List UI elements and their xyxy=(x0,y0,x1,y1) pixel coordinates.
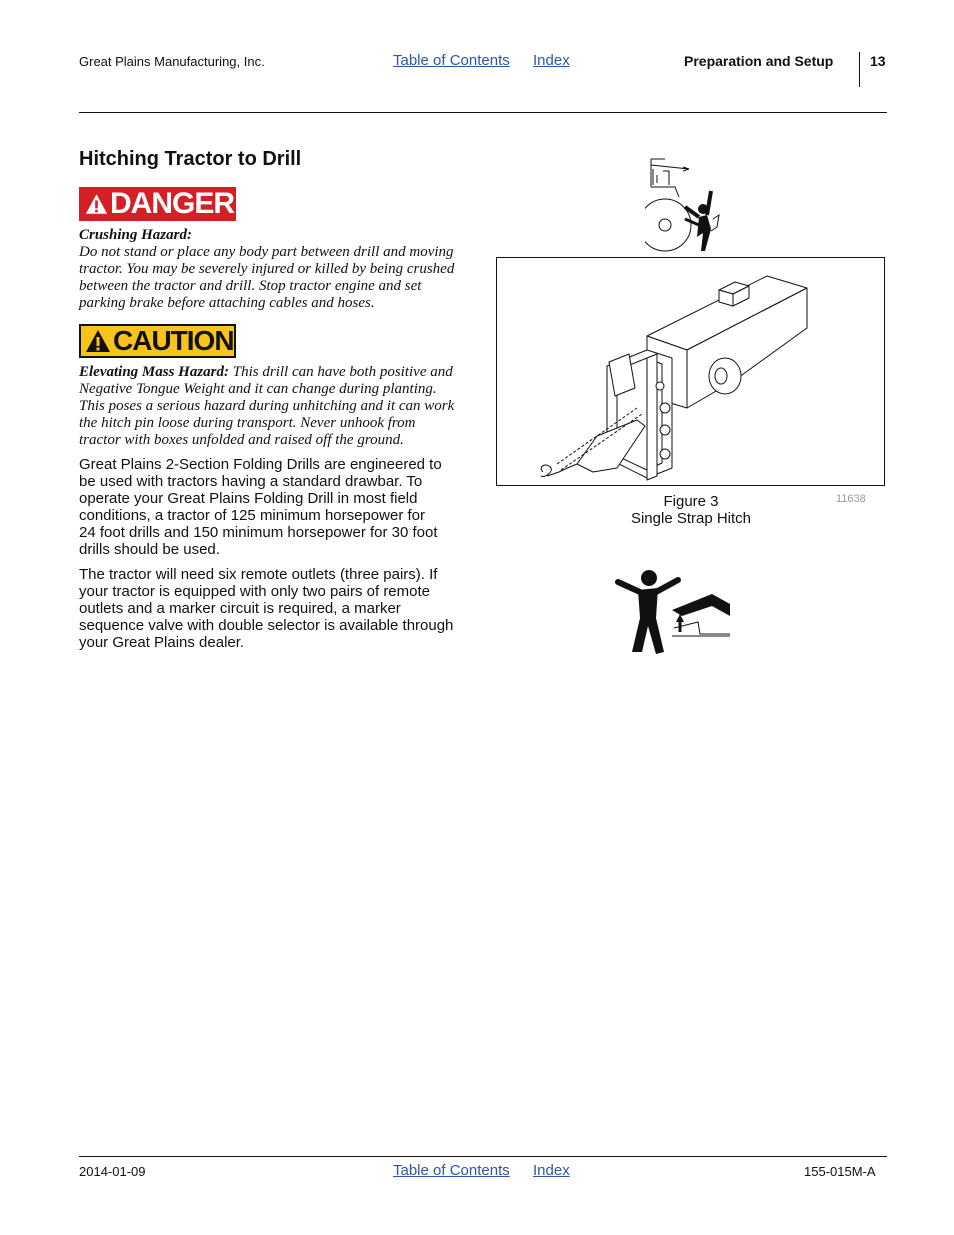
caution-hazard-title: Elevating Mass Hazard: xyxy=(79,364,230,380)
paragraph-line: outlets and a marker circuit is required, a marker xyxy=(79,600,401,617)
figure-frame xyxy=(496,257,885,486)
header-company: Great Plains Manufacturing, Inc. xyxy=(79,54,265,69)
danger-hazard-title: Crushing Hazard: xyxy=(79,227,192,243)
elevating-mass-pictogram xyxy=(612,566,732,656)
paragraph-line: 24 foot drills and 150 minimum horsepower for 30 foot xyxy=(79,524,438,541)
footer-doc-number: 155-015M-A xyxy=(804,1164,876,1179)
figure-caption: Single Strap Hitch xyxy=(630,510,752,527)
paragraph-line: sequence valve with double selector is available through xyxy=(79,617,454,634)
paragraph-remote-outlets xyxy=(79,566,479,651)
figure-image-id: 11638 xyxy=(836,493,866,505)
paragraph-tractor-requirements xyxy=(79,456,479,558)
paragraph-line: The tractor will need six remote outlets (three pairs). If xyxy=(79,566,438,583)
paragraph-line: operate your Great Plains Folding Drill in most field xyxy=(79,490,418,507)
caution-label: CAUTION xyxy=(113,325,234,356)
danger-badge xyxy=(79,187,236,221)
caution-text xyxy=(79,364,479,449)
section-title: Hitching Tractor to Drill xyxy=(79,148,302,170)
paragraph-line: drills should be used. xyxy=(79,541,220,558)
header-index-link[interactable]: Index xyxy=(533,52,570,69)
header-divider xyxy=(859,52,860,87)
paragraph-line: conditions, a tractor of 125 minimum horsepower for xyxy=(79,507,425,524)
header-toc-link[interactable]: Table of Contents xyxy=(393,52,510,69)
paragraph-line: your Great Plains dealer. xyxy=(79,634,245,651)
footer-index-link[interactable]: Index xyxy=(533,1162,570,1179)
caution-line: Negative Tongue Weight and it can change during planting. xyxy=(79,381,437,397)
caution-line: the hitch pin loose during transport. Never unhook from xyxy=(79,415,416,431)
warning-triangle-icon xyxy=(85,192,108,216)
paragraph-line: Great Plains 2-Section Folding Drills are engineered to xyxy=(79,456,442,473)
footer-rule xyxy=(79,1156,887,1157)
caution-line: This drill can have both positive and xyxy=(229,364,453,380)
caution-line: This poses a serious hazard during unhitching and it can work xyxy=(79,398,455,414)
header-section-title: Preparation and Setup xyxy=(684,53,834,69)
danger-label: DANGER xyxy=(109,187,234,220)
danger-line: Do not stand or place any body part between drill and moving xyxy=(79,244,454,260)
danger-line: between the tractor and drill. Stop tractor engine and set xyxy=(79,278,422,294)
single-strap-hitch-illustration xyxy=(497,258,884,485)
danger-text xyxy=(79,227,479,312)
header-rule xyxy=(79,112,887,113)
caution-line: tractor with boxes unfolded and raised off the ground. xyxy=(79,432,404,448)
paragraph-line: your tractor is equipped with only two pairs of remote xyxy=(79,583,430,600)
paragraph-line: be used with tractors having a standard drawbar. To xyxy=(79,473,423,490)
warning-triangle-icon xyxy=(85,329,111,353)
crush-hazard-pictogram xyxy=(645,157,725,253)
footer-toc-link[interactable]: Table of Contents xyxy=(393,1162,510,1179)
danger-line: parking brake before attaching cables and hoses. xyxy=(79,295,375,311)
figure-number: Figure 3 xyxy=(663,493,719,510)
caution-badge xyxy=(79,324,236,358)
footer-date: 2014-01-09 xyxy=(79,1164,146,1179)
danger-line: tractor. You may be severely injured or killed by being crushed xyxy=(79,261,455,277)
page-number: 13 xyxy=(870,53,886,69)
